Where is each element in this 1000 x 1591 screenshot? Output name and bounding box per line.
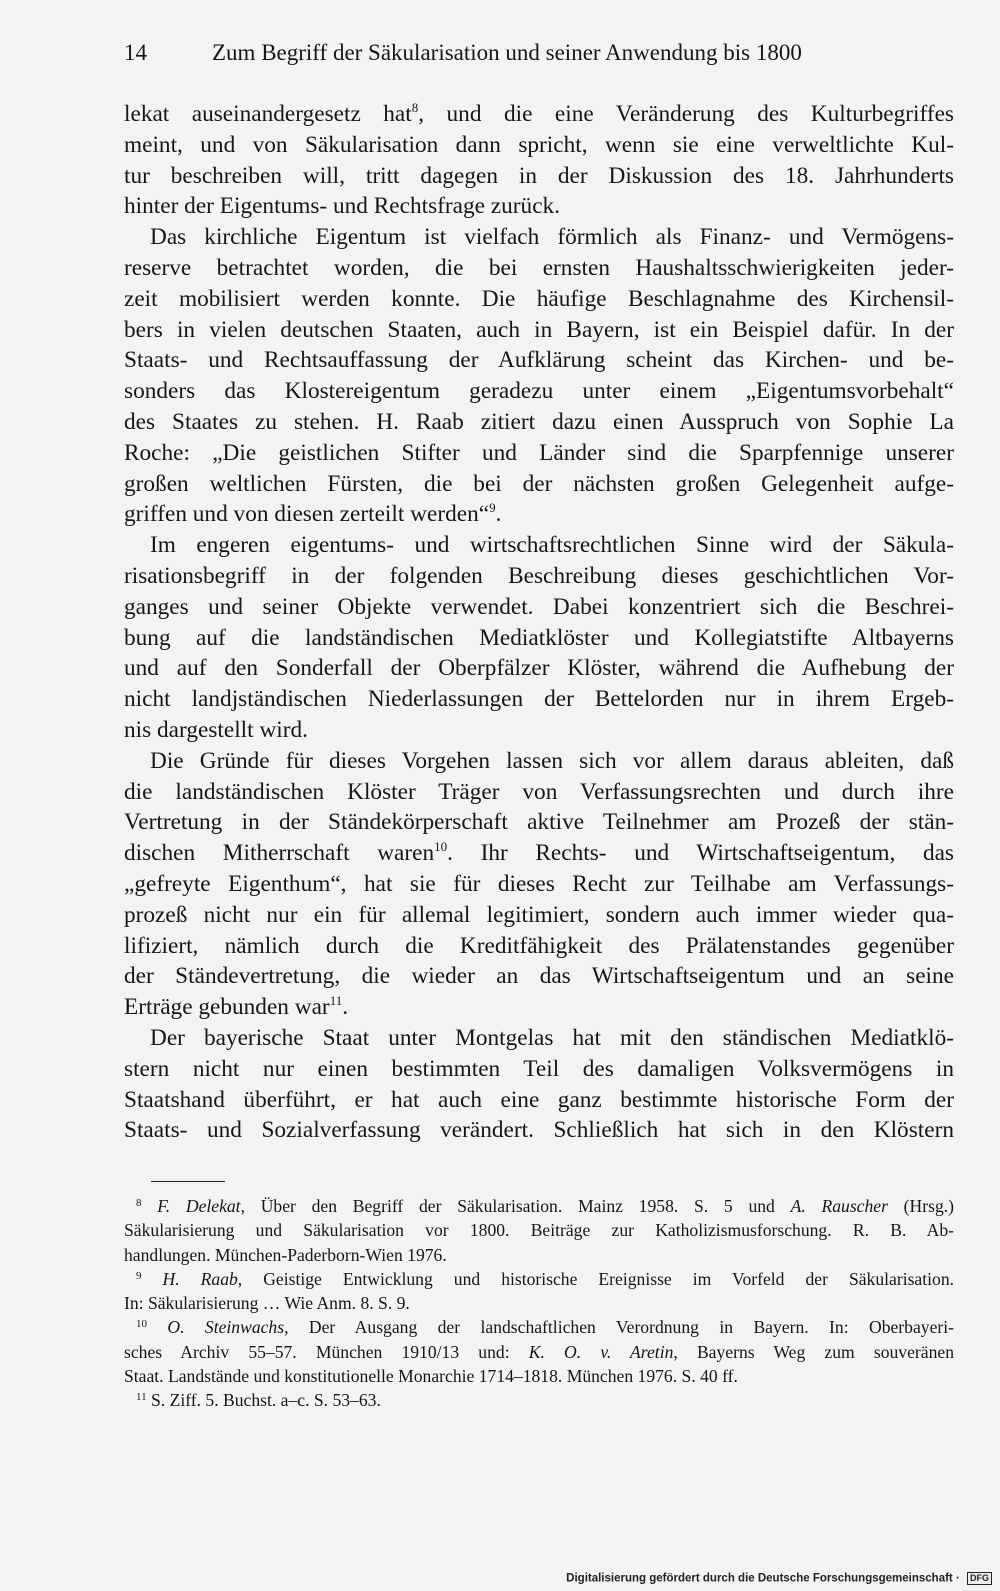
text-line <box>124 838 954 869</box>
footnote-marker: 11 <box>329 993 343 1009</box>
text-line <box>124 869 954 900</box>
line-text: die landständischen Klöster Träger von Verfassungsrechten und durch ihre <box>124 778 954 805</box>
text-line <box>124 623 954 654</box>
paragraph <box>124 222 954 530</box>
line-text: lifiziert, nämlich durch die Kreditfähigkeit des Prälatenstandes gegenüber <box>124 932 954 959</box>
line-text: Erträge gebunden war <box>124 994 330 1021</box>
footnote-marker: 8 <box>411 100 419 115</box>
text-line <box>124 592 954 623</box>
line-text: Im engeren eigentums- und wirtschaftsrechtlichen Sinne wird der Säkula- <box>150 532 954 559</box>
dfg-logo: DFG <box>967 1572 992 1585</box>
footnote-text: , Geistige Entwicklung und historische Ereignisse im Vorfeld der Säkularisation. <box>237 1268 955 1289</box>
footnote-line <box>124 1388 954 1412</box>
line-text: bers in vielen deutschen Staaten, auch in Bayern, ist ein Beispiel dafür. In der <box>124 316 954 343</box>
text-line <box>124 746 954 777</box>
footnote-line <box>124 1364 954 1388</box>
line-text: , und die eine Veränderung des Kulturbegriffes <box>418 101 954 127</box>
footnote-line <box>124 1340 954 1364</box>
line-text: stern nicht nur einen bestimmten Teil des damaligen Volksvermögens in <box>124 1055 954 1082</box>
line-text: risationsbegriff in der folgenden Beschreibung dieses geschichtlichen Vor- <box>124 562 954 589</box>
line-text: griffen und von diesen zerteilt werden“ <box>124 501 490 528</box>
footnote-line <box>124 1315 954 1339</box>
footnote <box>124 1267 954 1316</box>
footnote-number: 8 <box>136 1197 142 1209</box>
page-number: 14 <box>124 40 147 65</box>
line-text: nicht landjständischen Niederlassungen der Bettelorden nur in ihrem Ergeb- <box>124 686 954 713</box>
line-text: sonders das Klostereigentum geradezu unter einem „Eigentumsvorbehalt“ <box>124 378 954 405</box>
line-text: Vertretung in der Ständekörperschaft aktive Teilnehmer am Prozeß der stän- <box>124 809 954 836</box>
line-text: ganges und seiner Objekte verwendet. Dabei konzentriert sich die Beschrei- <box>124 593 954 620</box>
footnote <box>124 1388 954 1412</box>
line-text: zeit mobilisiert werden konnte. Die häufige Beschlagnahme des Kirchensil- <box>124 285 954 312</box>
line-text: lekat auseinandergesetz hat <box>124 101 412 127</box>
paragraph <box>124 99 954 222</box>
author-name: O. Steinwachs <box>167 1317 285 1338</box>
footnote-text: handlungen. München-Paderborn-Wien 1976. <box>124 1244 447 1265</box>
line-text: Staats- und Rechtsauffassung der Aufklärung scheint das Kirchen- und be- <box>124 347 954 374</box>
line-text: Das kirchliche Eigentum ist vielfach förmlich als Finanz- und Vermögens- <box>150 224 954 251</box>
author-name: H. Raab <box>162 1268 238 1289</box>
footnotes <box>124 1194 954 1413</box>
text-line <box>124 161 954 192</box>
text-line <box>124 376 954 407</box>
line-text: . <box>495 501 502 528</box>
footnote-line <box>124 1243 954 1267</box>
text-line <box>124 407 954 438</box>
line-text: der Ständevertretung, die wieder an das Wirtschaftseigentum und an seine <box>124 963 954 990</box>
line-text: des Staates zu stehen. H. Raab zitiert dazu einen Ausspruch von Sophie La <box>124 408 954 435</box>
text-line <box>124 931 954 962</box>
line-text: . <box>342 994 349 1021</box>
line-text: hinter der Eigentums- und Rechtsfrage zurück. <box>124 193 561 220</box>
text-line <box>124 1085 954 1116</box>
line-text: prozeß nicht nur ein für allemal legitimiert, sondern auch immer wieder qua- <box>124 901 954 928</box>
text-line <box>124 191 954 222</box>
footnote-text: (Hrsg.) <box>887 1196 955 1216</box>
line-text: großen weltlichen Fürsten, die bei der nächsten großen Gelegenheit aufge- <box>124 470 954 497</box>
footnote-text: Säkularisierung und Säkularisation vor 1800. Beiträge zur Katholizismusforschung. R. B. Ab- <box>124 1220 954 1241</box>
line-text: Staats- und Sozialverfassung verändert. Schließlich hat sich in den Klöstern <box>124 1117 954 1144</box>
line-text: Roche: „Die geistlichen Stifter und Länder sind die Sparpfennige unserer <box>124 439 954 466</box>
text-line <box>124 530 954 561</box>
text-line <box>124 684 954 715</box>
text-line <box>124 345 954 376</box>
footnote-text: sches Archiv 55–57. München 1910/13 und: <box>124 1341 529 1362</box>
line-text: reserve betrachtet worden, die bei ernsten Haushaltsschwierigkeiten jeder- <box>124 254 954 281</box>
line-text: bung auf die landständischen Mediatklöster und Kollegiatstifte Altbayerns <box>124 624 954 651</box>
text-line <box>124 992 954 1023</box>
text-line <box>124 900 954 931</box>
credit-text: Digitalisierung gefördert durch die Deutsche Forschungsgemeinschaft · <box>566 1572 960 1585</box>
paragraph <box>124 530 954 746</box>
footnote-number: 11 <box>136 1391 147 1404</box>
footnote <box>124 1315 954 1388</box>
footnote-number: 9 <box>136 1269 142 1282</box>
line-text: „gefreyte Eigenthum“, hat sie für dieses Recht zur Teilhabe am Verfassungs- <box>124 870 954 897</box>
line-text: . Ihr Rechts- und Wirtschaftseigentum, das <box>447 840 955 867</box>
digitization-credit <box>566 1572 992 1585</box>
footnote-text: S. Ziff. 5. Buchst. a–c. S. 53–63. <box>151 1390 381 1411</box>
text-line <box>124 253 954 284</box>
footnote-text: , Bayerns Weg zum souveränen <box>673 1341 954 1362</box>
text-line <box>124 653 954 684</box>
line-text: und auf den Sonderfall der Oberpfälzer Klöster, während die Aufhebung der <box>124 655 954 682</box>
author-name: F. Delekat <box>157 1196 241 1216</box>
line-text: nis dargestellt wird. <box>124 716 308 743</box>
line-text: Staatshand überführt, er hat auch eine ganz bestimmte historische Form der <box>124 1086 954 1113</box>
text-line <box>124 499 954 530</box>
text-line <box>124 715 954 746</box>
author-name: A. Rauscher <box>790 1196 888 1216</box>
footnote-text: Staat. Landstände und konstitutionelle Monarchie 1714–1818. München 1976. S. 40 ff. <box>124 1366 738 1387</box>
line-text: dischen Mitherrschaft waren <box>124 840 435 867</box>
footnote-text: In: Säkularisierung … Wie Anm. 8. S. 9. <box>124 1293 410 1314</box>
footnote-text: , Der Ausgang der landschaftlichen Verordnung in Bayern. In: Oberbayeri- <box>284 1317 954 1338</box>
footnote-number: 10 <box>136 1318 147 1331</box>
text-line <box>124 438 954 469</box>
footnote-separator <box>151 1181 225 1182</box>
text-line <box>124 315 954 346</box>
text-line <box>124 469 954 500</box>
body-text <box>124 99 954 1146</box>
line-text: Die Gründe für dieses Vorgehen lassen sich vor allem daraus ableiten, daß <box>150 747 954 774</box>
footnote-marker: 9 <box>489 500 496 516</box>
footnote-line <box>124 1267 954 1291</box>
text-line <box>124 777 954 808</box>
footnote-marker: 10 <box>434 839 448 855</box>
text-line <box>124 1054 954 1085</box>
line-text: meint, und von Säkularisation dann spricht, wenn sie eine verweltlichte Kul- <box>124 131 954 158</box>
text-line <box>124 561 954 592</box>
text-line <box>124 1023 954 1054</box>
footnote-line <box>124 1194 954 1218</box>
footnote-line <box>124 1291 954 1315</box>
paragraph <box>124 1023 954 1146</box>
text-line <box>124 1115 954 1146</box>
text-line <box>124 807 954 838</box>
line-text: Der bayerische Staat unter Montgelas hat mit den ständischen Mediatklö- <box>150 1024 954 1051</box>
author-name: K. O. v. Aretin <box>528 1341 674 1362</box>
footnote-text: , Über den Begriff der Säkularisation. Mainz 1958. S. 5 und <box>240 1196 791 1216</box>
line-text: tur beschreiben will, tritt dagegen in der Diskussion des 18. Jahrhunderts <box>124 162 954 189</box>
text-line <box>124 222 954 253</box>
text-line <box>124 99 954 130</box>
footnote <box>124 1194 954 1267</box>
running-title: Zum Begriff der Säkularisation und seiner Anwendung bis 1800 <box>212 40 802 65</box>
text-line <box>124 130 954 161</box>
paragraph <box>124 746 954 1023</box>
text-line <box>124 284 954 315</box>
footnote-line <box>124 1218 954 1242</box>
text-line <box>124 961 954 992</box>
